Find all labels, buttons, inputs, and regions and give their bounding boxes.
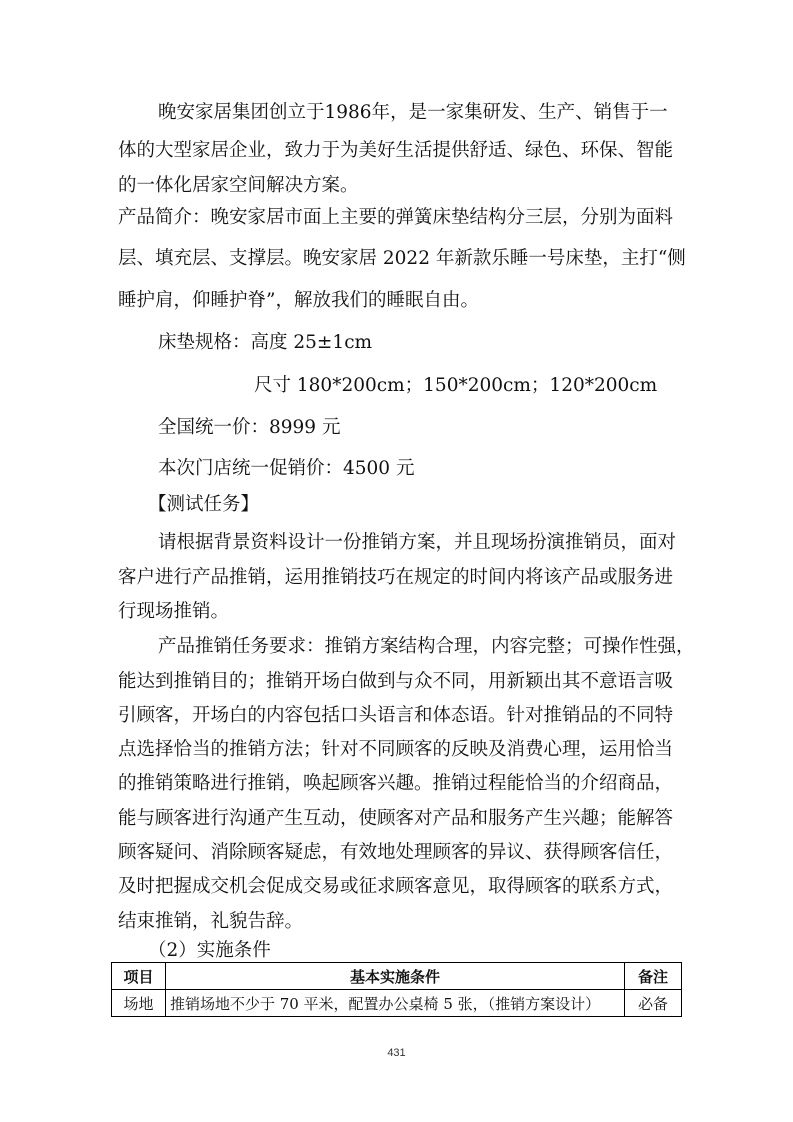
product-line-1: 产品简介：晚安家居市面上主要的弹簧床垫结构分三层，分别为面料 bbox=[118, 207, 674, 228]
spec-height: 床垫规格：高度 25±1cm bbox=[158, 332, 373, 353]
section-title: （2）实施条件 bbox=[148, 940, 271, 961]
product-line-3: 睡护肩，仰睡护脊”，解放我们的睡眠自由。 bbox=[118, 290, 479, 311]
requirement-line-3: 引顾客，开场白的内容包括口头语言和体态语。针对推销品的不同特 bbox=[118, 705, 674, 726]
task-line-3: 行现场推销。 bbox=[118, 601, 230, 622]
intro-line-2: 体的大型家居企业，致力于为美好生活提供舒适、绿色、环保、智能 bbox=[118, 140, 674, 161]
table-row bbox=[112, 990, 682, 1017]
table-cell: 场地 bbox=[112, 990, 166, 1017]
requirement-line-1: 产品推销任务要求：推销方案结构合理，内容完整；可操作性强， bbox=[158, 636, 695, 657]
task-line-1: 请根据背景资料设计一份推销方案，并且现场扮演推销员，面对 bbox=[158, 532, 677, 553]
table-header-row bbox=[112, 963, 682, 990]
price-store: 本次门店统一促销价：4500 元 bbox=[158, 458, 415, 479]
requirement-line-2: 能达到推销目的；推销开场白做到与众不同，用新颖出其不意语言吸 bbox=[118, 671, 674, 692]
conditions-table bbox=[111, 962, 682, 1017]
requirement-line-8: 及时把握成交机会促成交易或征求顾客意见，取得顾客的联系方式， bbox=[118, 876, 674, 897]
task-heading: 【测试任务】 bbox=[148, 494, 260, 515]
intro-line-3: 的一体化居家空间解决方案。 bbox=[118, 175, 359, 196]
requirement-line-4: 点选择恰当的推销方法；针对不同顾客的反映及消费心理，运用恰当 bbox=[118, 739, 674, 760]
table-cell: 推销场地不少于 70 平米，配置办公桌椅 5 张，（推销方案设计） bbox=[165, 990, 624, 1017]
intro-line-1: 晚安家居集团创立于1986年，是一家集研发、生产、销售于一 bbox=[158, 102, 668, 123]
table-header-cell: 基本实施条件 bbox=[165, 963, 624, 990]
table-header-cell: 项目 bbox=[112, 963, 166, 990]
spec-size: 尺寸 180*200cm；150*200cm；120*200cm bbox=[254, 375, 658, 396]
price-national: 全国统一价：8999 元 bbox=[158, 417, 341, 438]
requirement-line-5: 的推销策略进行推销，唤起顾客兴趣。推销过程能恰当的介绍商品， bbox=[118, 773, 674, 794]
requirement-line-6: 能与顾客进行沟通产生互动，使顾客对产品和服务产生兴趣；能解答 bbox=[118, 808, 674, 829]
task-line-2: 客户进行产品推销，运用推销技巧在规定的时间内将该产品或服务进 bbox=[118, 567, 674, 588]
requirement-line-9: 结束推销，礼貌告辞。 bbox=[118, 911, 304, 932]
product-line-2: 层、填充层、支撑层。晚安家居 2022 年新款乐睡一号床垫，主打“侧 bbox=[118, 248, 686, 269]
table-cell: 必备 bbox=[625, 990, 682, 1017]
page-number: 431 bbox=[387, 1047, 406, 1059]
requirement-line-7: 顾客疑问、消除顾客疑虑，有效地处理顾客的异议、获得顾客信任， bbox=[118, 842, 674, 863]
table-header-cell: 备注 bbox=[625, 963, 682, 990]
